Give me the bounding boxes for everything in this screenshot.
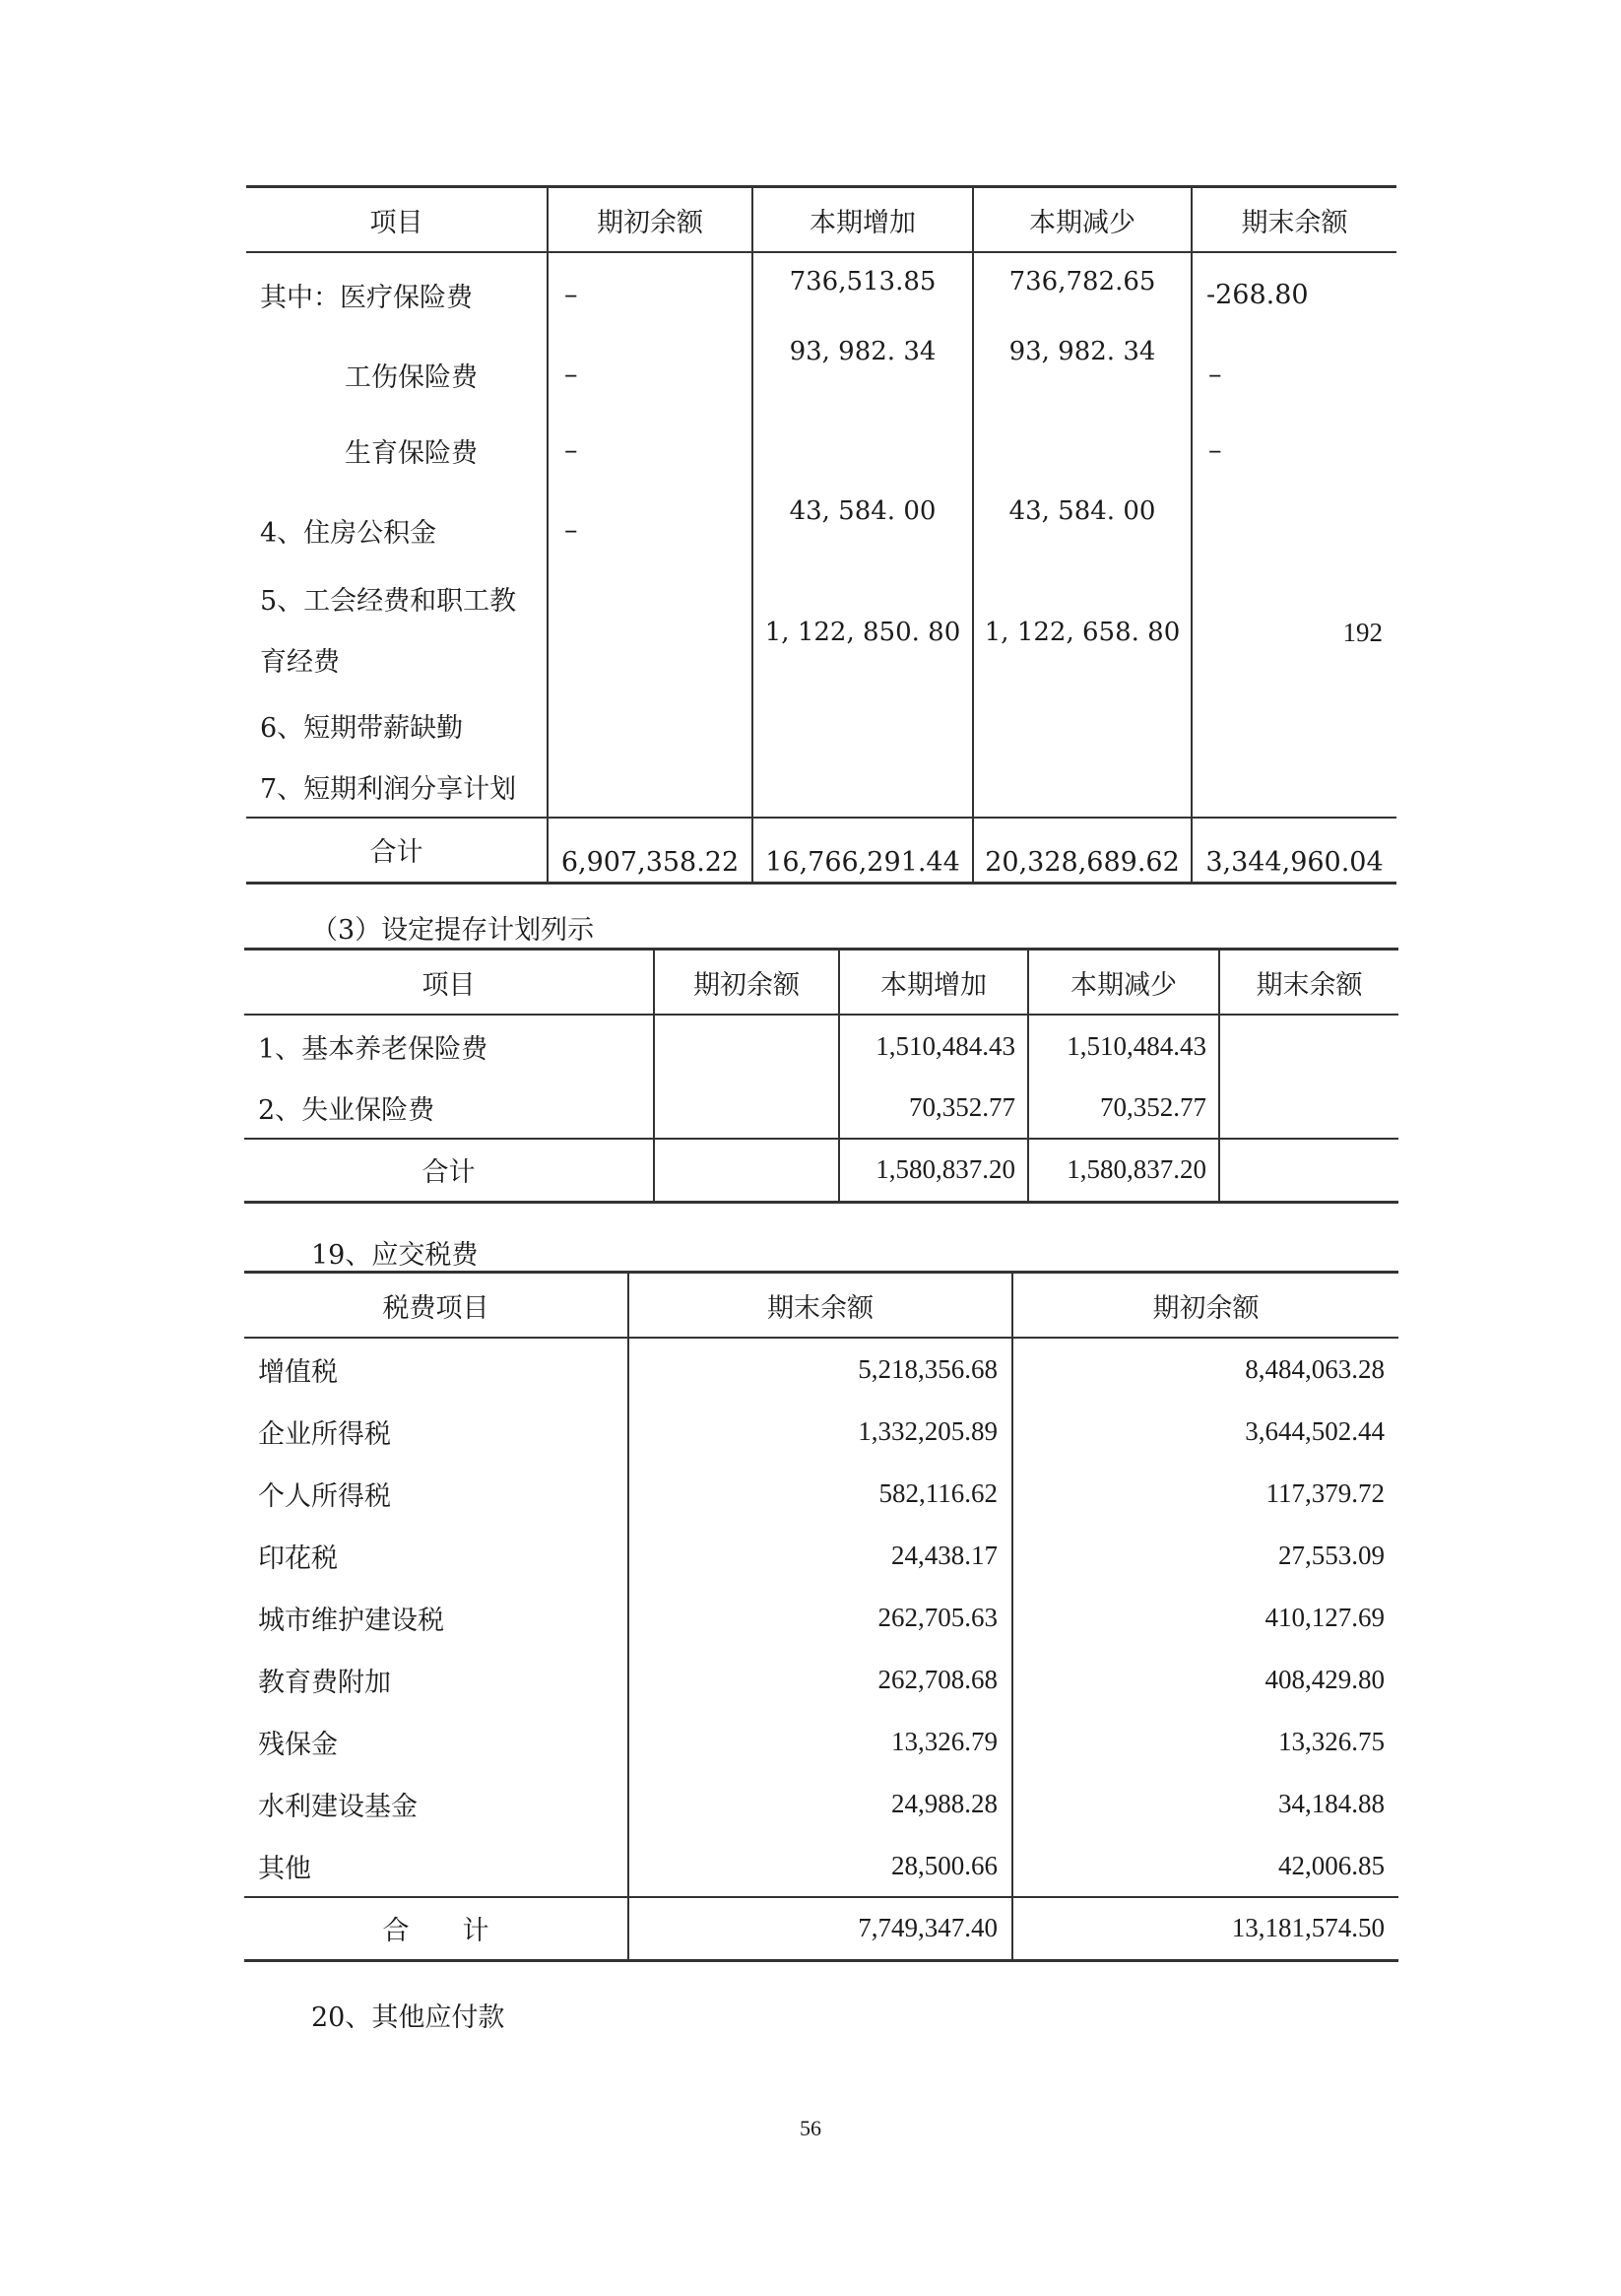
row-opening: 42,006.85 [1012, 1835, 1398, 1897]
row-opening: 27,553.09 [1012, 1525, 1398, 1587]
row-decrease: 736,782.65 [973, 252, 1192, 337]
row-item-line2: 育经费 [260, 647, 340, 678]
row-opening: 3,644,502.44 [1012, 1401, 1398, 1463]
table-row [244, 1835, 1398, 1897]
header-closing: 期末余额 [1192, 187, 1396, 253]
table-row [246, 756, 1396, 818]
header-closing: 期末余额 [628, 1273, 1012, 1339]
header-increase: 本期增加 [752, 187, 973, 253]
row-opening [548, 693, 752, 756]
header-item: 项目 [246, 187, 548, 253]
row-closing: 24,438.17 [628, 1525, 1012, 1587]
table-row [244, 1078, 1398, 1139]
row-closing: 262,705.63 [628, 1587, 1012, 1649]
row-closing: – [1192, 337, 1396, 412]
row-opening: 117,379.72 [1012, 1463, 1398, 1525]
total-label: 合计 [244, 1139, 654, 1202]
table-row [244, 1401, 1398, 1463]
row-closing: 24,988.28 [628, 1773, 1012, 1835]
row-closing: 262,708.68 [628, 1649, 1012, 1711]
row-item: 增值税 [258, 1357, 338, 1388]
row-item: 水利建设基金 [258, 1792, 418, 1822]
row-item [246, 571, 548, 693]
row-opening [654, 1015, 839, 1078]
section-title-defined-contribution: （3）设定提存计划列示 [311, 915, 595, 946]
row-decrease: 93, 982. 34 [973, 337, 1192, 412]
header-opening: 期初余额 [1012, 1273, 1398, 1339]
section-title-taxes-payable: 19、应交税费 [311, 1240, 479, 1271]
row-opening: 34,184.88 [1012, 1773, 1398, 1835]
payroll-short-term-table [246, 185, 1396, 885]
row-opening: – [548, 252, 752, 337]
header-opening: 期初余额 [654, 950, 839, 1016]
row-closing: -268.80 [1192, 252, 1396, 337]
row-opening: – [548, 489, 752, 571]
row-item: 其中：医疗保险费 [260, 283, 473, 313]
header-item: 项目 [244, 950, 654, 1016]
row-increase [752, 412, 973, 489]
header-tax-item: 税费项目 [244, 1273, 628, 1339]
row-closing [1219, 1078, 1398, 1139]
taxes-payable-table [244, 1271, 1398, 1962]
total-opening [654, 1139, 839, 1202]
row-closing: 13,326.79 [628, 1711, 1012, 1773]
row-opening: 13,326.75 [1012, 1711, 1398, 1773]
row-increase [752, 693, 973, 756]
row-increase: 93, 982. 34 [752, 337, 973, 412]
total-opening: 13,181,574.50 [1012, 1897, 1398, 1960]
table-row [246, 252, 1396, 337]
total-row [244, 1897, 1398, 1960]
row-opening [548, 756, 752, 818]
row-decrease: 70,352.77 [1028, 1078, 1219, 1139]
table-row [244, 1587, 1398, 1649]
row-item: 1、基本养老保险费 [258, 1034, 488, 1065]
row-closing [1192, 756, 1396, 818]
row-item: 其他 [258, 1853, 311, 1884]
row-item: 工伤保险费 [345, 361, 478, 393]
row-closing: – [1192, 412, 1396, 489]
total-label: 合 计 [244, 1897, 628, 1960]
row-opening: 408,429.80 [1012, 1649, 1398, 1711]
table-row [244, 1525, 1398, 1587]
row-item: 生育保险费 [345, 437, 478, 469]
total-decrease: 1,580,837.20 [1028, 1139, 1219, 1202]
total-opening: 6,907,358.22 [548, 818, 752, 883]
row-decrease: 1,510,484.43 [1028, 1015, 1219, 1078]
total-label: 合计 [246, 818, 548, 883]
row-item: 4、住房公积金 [260, 517, 437, 549]
table-row [244, 1463, 1398, 1525]
row-item: 印花税 [258, 1543, 338, 1574]
row-item: 2、失业保险费 [258, 1095, 435, 1126]
row-closing: 28,500.66 [628, 1835, 1012, 1897]
header-decrease: 本期减少 [973, 187, 1192, 253]
row-opening: – [548, 412, 752, 489]
row-increase: 736,513.85 [752, 252, 973, 337]
row-item: 企业所得税 [258, 1419, 391, 1450]
table-row [244, 1338, 1398, 1401]
table-row [244, 1649, 1398, 1711]
defined-contribution-table [244, 948, 1398, 1204]
row-decrease: 43, 584. 00 [973, 489, 1192, 571]
table-row [246, 489, 1396, 571]
row-closing: 582,116.62 [628, 1463, 1012, 1525]
row-item: 城市维护建设税 [258, 1606, 444, 1636]
row-opening: 8,484,063.28 [1012, 1338, 1398, 1401]
row-opening: – [548, 337, 752, 412]
table-row [246, 693, 1396, 756]
total-decrease: 20,328,689.62 [973, 818, 1192, 883]
table-row [244, 1015, 1398, 1078]
table-header-row [246, 187, 1396, 253]
row-decrease [973, 756, 1192, 818]
row-increase [752, 756, 973, 818]
row-increase: 1, 122, 850. 80 [752, 571, 973, 693]
row-item: 残保金 [258, 1730, 338, 1760]
row-closing [1219, 1015, 1398, 1078]
total-row [246, 818, 1396, 883]
row-increase: 43, 584. 00 [752, 489, 973, 571]
row-increase: 70,352.77 [839, 1078, 1028, 1139]
row-decrease [973, 412, 1192, 489]
row-item: 6、短期带薪缺勤 [260, 712, 464, 744]
total-row [244, 1139, 1398, 1202]
row-item: 7、短期利润分享计划 [260, 774, 517, 805]
row-opening [654, 1078, 839, 1139]
row-opening [548, 571, 752, 693]
row-item-line1: 5、工会经费和职工教 [260, 586, 517, 617]
total-closing: 7,749,347.40 [628, 1897, 1012, 1960]
total-closing: 3,344,960.04 [1192, 818, 1396, 883]
header-increase: 本期增加 [839, 950, 1028, 1016]
header-opening: 期初余额 [548, 187, 752, 253]
table-row [244, 1773, 1398, 1835]
total-increase: 16,766,291.44 [752, 818, 973, 883]
table-row [244, 1711, 1398, 1773]
row-item: 教育费附加 [258, 1668, 391, 1698]
row-decrease [973, 693, 1192, 756]
total-closing [1219, 1139, 1398, 1202]
table-header-row [244, 950, 1398, 1016]
page-number: 56 [800, 2116, 821, 2140]
total-increase: 1,580,837.20 [839, 1139, 1028, 1202]
header-closing: 期末余额 [1219, 950, 1398, 1016]
table-row [246, 337, 1396, 412]
row-decrease: 1, 122, 658. 80 [973, 571, 1192, 693]
row-opening: 410,127.69 [1012, 1587, 1398, 1649]
row-closing: 1,332,205.89 [628, 1401, 1012, 1463]
table-row [246, 412, 1396, 489]
row-closing [1192, 489, 1396, 571]
row-closing: 192 [1192, 571, 1396, 693]
row-closing: 5,218,356.68 [628, 1338, 1012, 1401]
header-decrease: 本期减少 [1028, 950, 1219, 1016]
row-increase: 1,510,484.43 [839, 1015, 1028, 1078]
row-item: 个人所得税 [258, 1481, 391, 1512]
section-title-other-payables: 20、其他应付款 [311, 2002, 505, 2033]
table-header-row [244, 1273, 1398, 1339]
row-closing [1192, 693, 1396, 756]
table-row [246, 571, 1396, 693]
